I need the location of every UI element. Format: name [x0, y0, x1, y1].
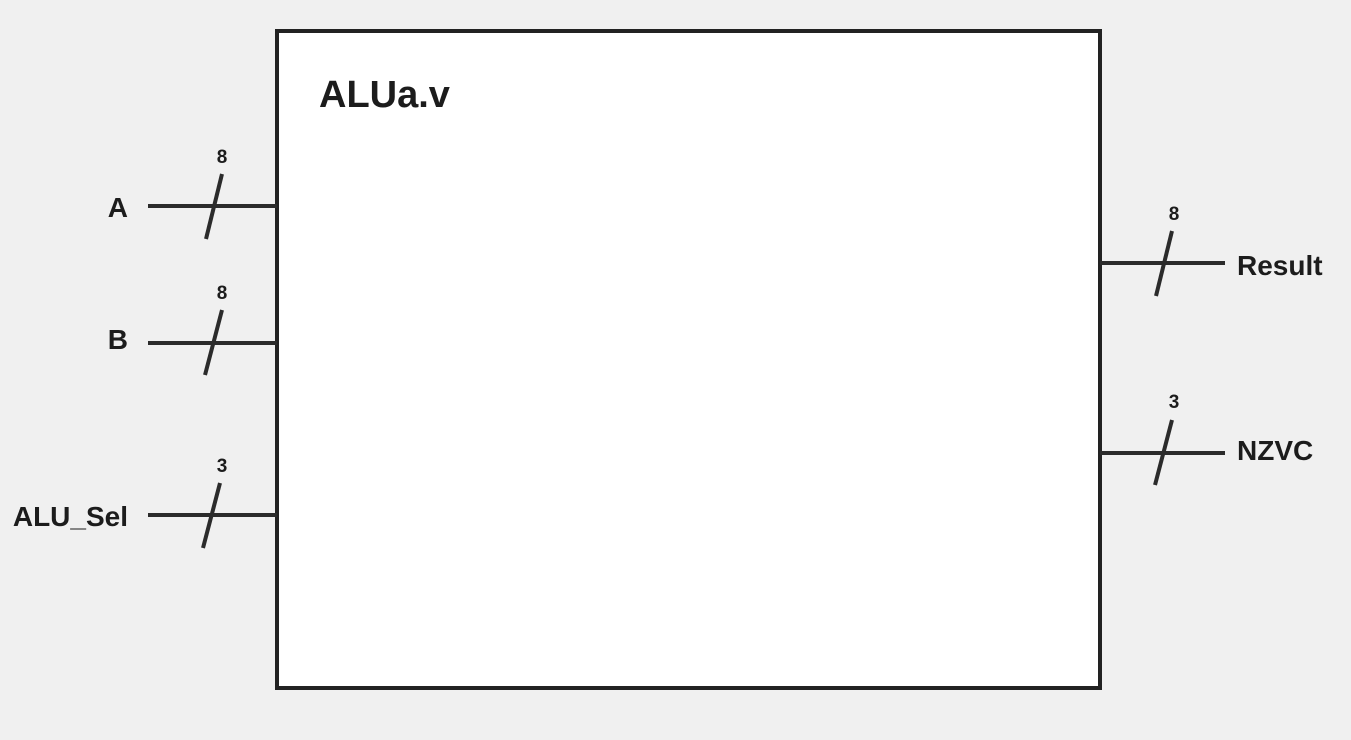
- output-port-nzvc[interactable]: [1100, 392, 1313, 485]
- input-port-alu-sel[interactable]: [13, 456, 277, 548]
- bus-width-alu-sel: 3: [216, 456, 228, 477]
- module-box[interactable]: [277, 31, 1100, 688]
- bus-width-b: 8: [216, 283, 228, 304]
- input-port-b[interactable]: [108, 283, 277, 375]
- output-port-result[interactable]: [1100, 204, 1323, 296]
- port-label-a: A: [107, 192, 128, 223]
- bus-width-result: 8: [1168, 204, 1180, 225]
- port-label-b: B: [107, 324, 128, 355]
- bus-width-nzvc: 3: [1168, 392, 1180, 413]
- port-label-nzvc: NZVC: [1237, 435, 1314, 466]
- input-port-a[interactable]: [108, 147, 277, 239]
- port-label-alu-sel: ALU_Sel: [12, 501, 128, 532]
- port-label-result: Result: [1237, 250, 1323, 281]
- bus-width-a: 8: [216, 147, 228, 168]
- module-title: ALUa.v: [319, 74, 450, 116]
